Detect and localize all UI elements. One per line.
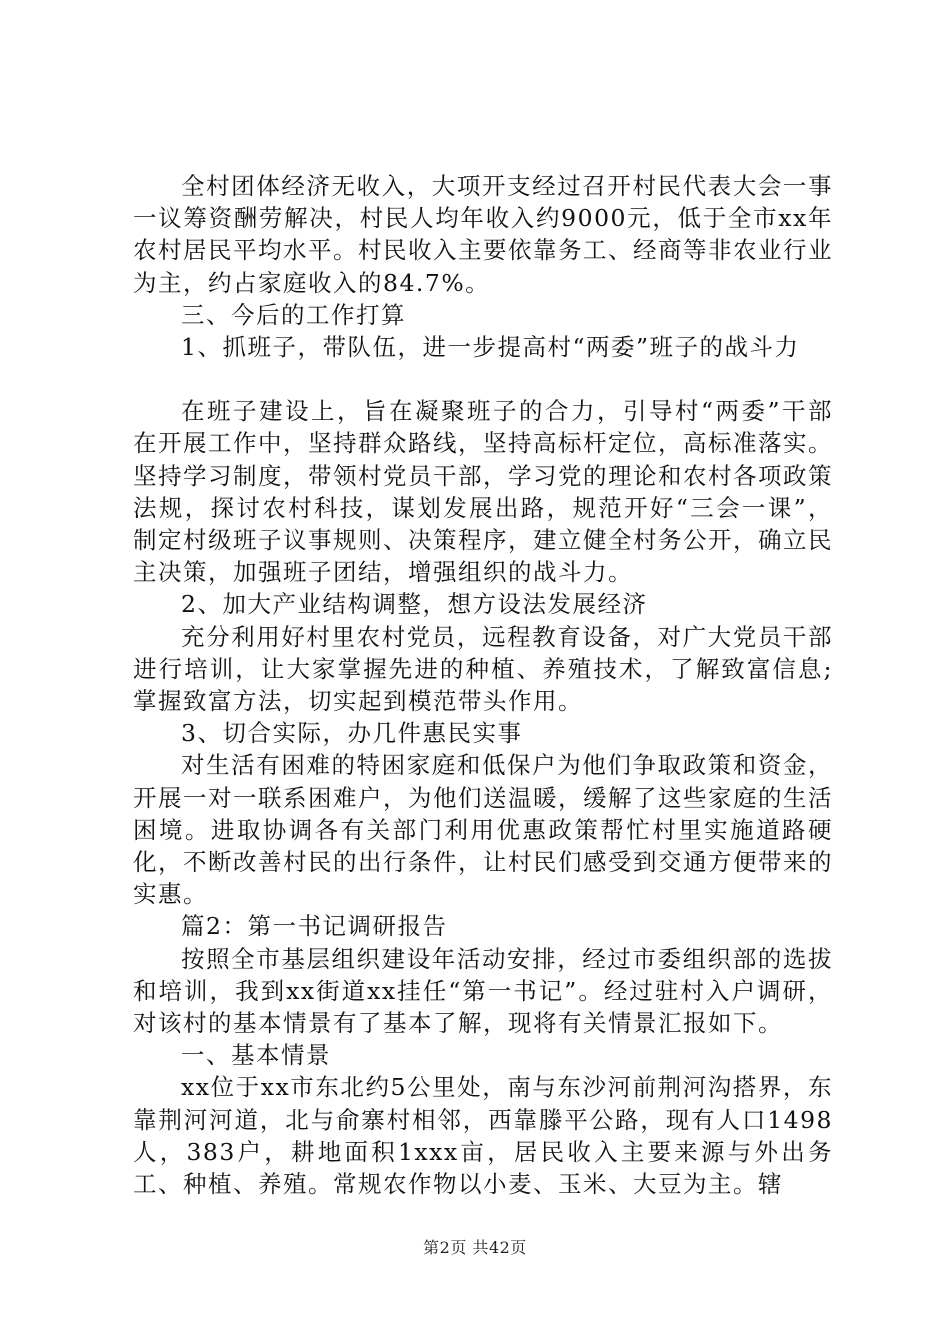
paragraph-livelihood: 对生活有困难的特困家庭和低保户为他们争取政策和资金，开展一对一联系困难户，为他们送温暖，缓解了这些家庭的生活困境。进取协调各有关部门利用优惠政策帮忙村里实施道路硬化，不断改善村民的出行条件，让村民们感受到交通方便带来的实惠。 <box>133 751 833 909</box>
paragraph-team-building: 在班子建设上，旨在凝聚班子的合力，引导村“两委”干部在开展工作中，坚持群众路线，坚持高标杆定位，高标准落实。坚持学习制度，带领村党员干部，学习党的理论和农村各项政策法规，探讨农村科技，谋划发展出路，规范开好“三会一课”，制定村级班子议事规则、决策程序，建立健全村务公开，确立民主决策，加强班子团结，增强组织的战斗力。 <box>133 397 833 587</box>
paragraph-report-intro: 按照全市基层组织建设年活动安排，经过市委组织部的选拔和培训，我到xx街道xx挂任“第一书记”。经过驻村入户调研，对该村的基本情景有了基本了解，现将有关情景汇报如下。 <box>133 944 833 1038</box>
heading-article-2: 篇2：第一书记调研报告 <box>181 912 448 941</box>
page-footer: 第2页 共42页 <box>423 1238 527 1257</box>
paragraph-village-location: xx位于xx市东北约5公里处，南与东沙河前荆河沟搭界，东靠荆河河道，北与俞寨村相邻，西靠滕平公路，现有人口1498人，383户，耕地面积1xxx亩，居民收入主要来源与外出务工、种植、养殖。常规农作物以小麦、玉米、大豆为主。辖 <box>133 1073 833 1199</box>
paragraph-training: 充分利用好村里农村党员，远程教育设备，对广大党员干部进行培训，让大家掌握先进的种植、养殖技术，了解致富信息;掌握致富方法，切实起到模范带头作用。 <box>133 622 833 716</box>
heading-plan-2: 2、加大产业结构调整，想方设法发展经济 <box>181 590 648 619</box>
document-body <box>133 170 833 1200</box>
heading-basic-situation: 一、基本情景 <box>181 1041 331 1070</box>
heading-plan-3: 3、切合实际，办几件惠民实事 <box>181 719 523 748</box>
paragraph-village-income: 全村团体经济无收入，大项开支经过召开村民代表大会一事一议筹资酬劳解决，村民人均年收入约9000元，低于全市xx年农村居民平均水平。村民收入主要依靠务工、经商等非农业行业为主，约占家庭收入的84.7%。 <box>133 172 833 297</box>
heading-plan-1: 1、抓班子，带队伍，进一步提高村“两委”班子的战斗力 <box>181 333 800 362</box>
heading-future-plans: 三、今后的工作打算 <box>181 300 406 329</box>
blank-line <box>133 363 833 395</box>
